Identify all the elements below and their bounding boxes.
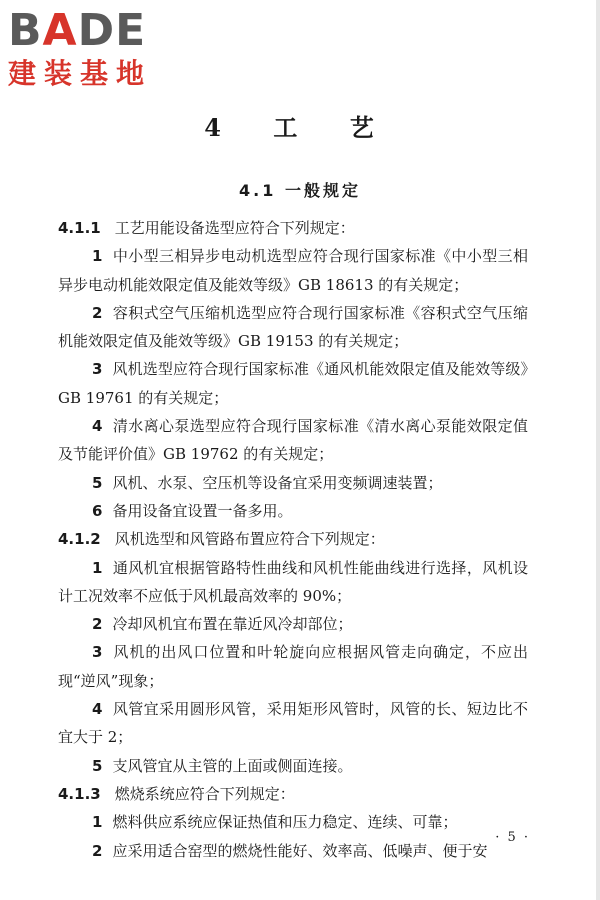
logo-letters-de: DE bbox=[77, 5, 147, 56]
document-body bbox=[58, 214, 528, 865]
list-item bbox=[58, 638, 528, 695]
item-text: 风机选型应符合现行国家标准《通风机能效限定值及能效等级》GB 19761 的有关规定； bbox=[58, 360, 528, 407]
clause-number: 4.1.2 bbox=[58, 530, 101, 549]
item-number: 3 bbox=[92, 360, 103, 379]
page-number: · 5 · bbox=[495, 830, 530, 845]
list-item bbox=[58, 497, 528, 525]
item-number: 6 bbox=[92, 501, 103, 520]
item-text: 风管宜采用圆形风管，采用矩形风管时，风管的长、短边比不宜大于 2； bbox=[58, 700, 528, 747]
item-text: 风机、水泵、空压机等设备宜采用变频调速装置； bbox=[112, 473, 443, 492]
clause-text: 风机选型和风管路布置应符合下列规定： bbox=[114, 530, 385, 549]
logo-subtitle: 建装基地 bbox=[8, 57, 153, 90]
clause-heading bbox=[58, 525, 528, 553]
clause-text: 工艺用能设备选型应符合下列规定： bbox=[114, 219, 355, 237]
list-item bbox=[58, 554, 528, 611]
clause-number: 4.1.1 bbox=[58, 219, 101, 237]
clause-heading bbox=[58, 214, 528, 242]
list-item bbox=[58, 299, 528, 356]
item-text: 中小型三相异步电动机选型应符合现行国家标准《中小型三相异步电动机能效限定值及能效等级》GB 18613 的有关规定； bbox=[58, 247, 528, 294]
item-number: 1 bbox=[92, 247, 103, 266]
item-number: 1 bbox=[92, 558, 103, 577]
item-number: 2 bbox=[92, 303, 103, 322]
item-number: 2 bbox=[92, 841, 103, 860]
item-text: 备用设备宜设置一备多用。 bbox=[112, 501, 293, 520]
item-text: 冷却风机宜布置在靠近风冷却部位； bbox=[112, 615, 353, 634]
clause-text: 燃烧系统应符合下列规定： bbox=[114, 784, 295, 803]
item-text: 容积式空气压缩机选型应符合现行国家标准《容积式空气压缩机能效限定值及能效等级》GB 19153 的有关规定； bbox=[58, 303, 528, 351]
item-text: 风机的出风口位置和叶轮旋向应根据风管走向确定，不应出现“逆风”现象； bbox=[58, 643, 528, 690]
item-text: 通风机宜根据管路特性曲线和风机性能曲线进行选择，风机设计工况效率不应低于风机最高效率的 90%； bbox=[58, 558, 528, 605]
list-item bbox=[58, 355, 528, 412]
list-item bbox=[58, 469, 528, 497]
item-number: 5 bbox=[92, 473, 103, 492]
list-item bbox=[58, 412, 528, 469]
list-item bbox=[58, 610, 528, 638]
item-number: 1 bbox=[92, 813, 103, 832]
item-number: 5 bbox=[92, 756, 103, 775]
list-item bbox=[58, 752, 528, 780]
item-text: 支风管宜从主管的上面或侧面连接。 bbox=[112, 756, 353, 775]
item-number: 4 bbox=[92, 417, 103, 436]
logo-letter-b: B bbox=[8, 5, 43, 56]
item-number: 4 bbox=[92, 700, 103, 719]
clause-heading bbox=[58, 780, 528, 808]
logo-brand bbox=[8, 6, 183, 56]
clause-number: 4.1.3 bbox=[58, 784, 101, 803]
item-number: 2 bbox=[92, 615, 103, 634]
item-text: 燃料供应系统应保证热值和压力稳定、连续、可靠； bbox=[112, 813, 458, 832]
list-item bbox=[58, 242, 528, 299]
list-item bbox=[58, 695, 528, 752]
logo-letter-a: A bbox=[42, 5, 78, 56]
item-text: 清水离心泵选型应符合现行国家标准《清水离心泵能效限定值及节能评价值》GB 19762 的有关规定； bbox=[58, 417, 528, 464]
item-number: 3 bbox=[92, 643, 103, 662]
logo bbox=[8, 6, 183, 90]
section-title: 4.1 一般规定 bbox=[239, 181, 361, 200]
chapter-title: 4 工 艺 bbox=[204, 113, 396, 142]
item-text: 应采用适合窑型的燃烧性能好、效率高、低噪声、便于安 bbox=[112, 841, 488, 860]
